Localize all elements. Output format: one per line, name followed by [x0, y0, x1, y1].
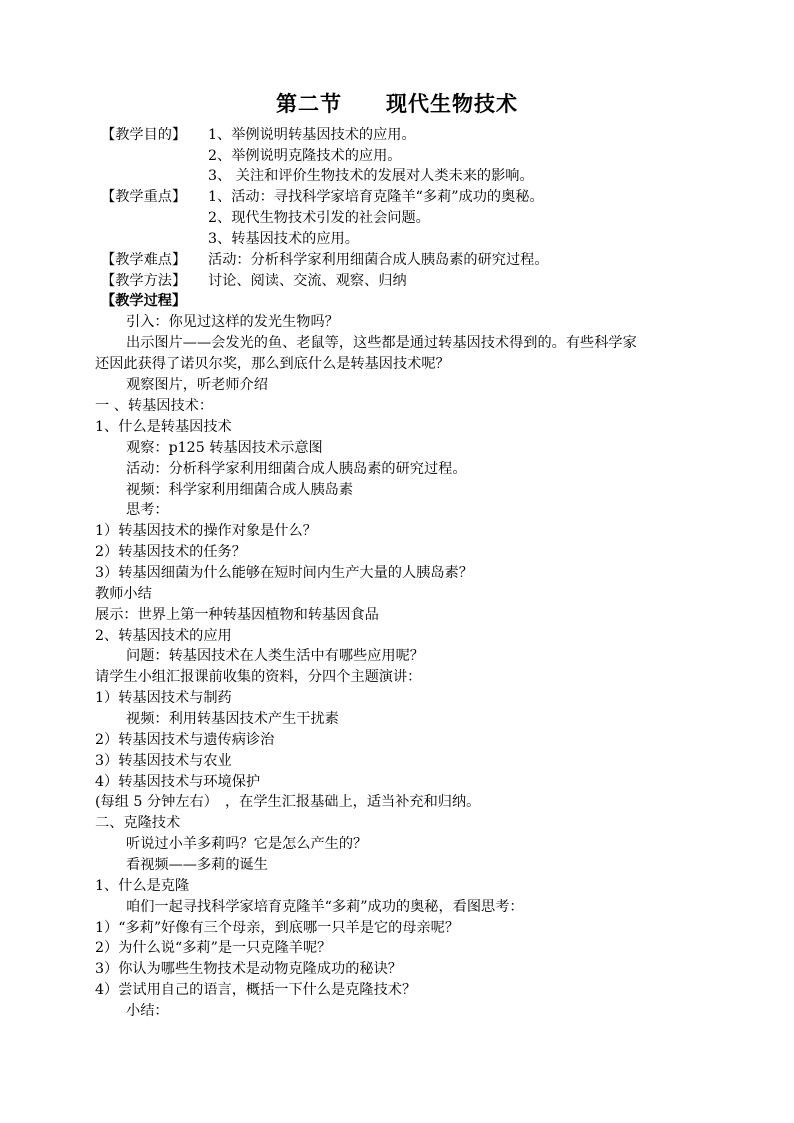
goal-item: 1、举例说明转基因技术的应用。 — [208, 127, 416, 143]
body-line: 教师小结 — [95, 586, 152, 602]
question-item: 3）转基因细菌为什么能够在短时间内生产大量的人胰岛素？ — [95, 565, 473, 581]
subsection-heading: 1、什么是克隆 — [95, 878, 190, 894]
topic-item: 1）转基因技术与制药 — [95, 690, 232, 706]
subsection-heading: 2、转基因技术的应用 — [95, 628, 232, 644]
body-line: 活动：分析科学家利用细菌合成人胰岛素的研究过程。 — [126, 461, 467, 477]
subsection-heading: 1、什么是转基因技术 — [95, 419, 232, 435]
body-line: 引入：你见过这样的发光生物吗？ — [126, 314, 339, 330]
body-line: 请学生小组汇报课前收集的资料，分四个主题演讲： — [95, 669, 422, 685]
body-line: 看视频——多莉的诞生 — [126, 857, 268, 873]
body-line: 视频：科学家利用细菌合成人胰岛素 — [126, 482, 354, 498]
question-item: 3）你认为哪些生物技术是动物克隆成功的秘诀？ — [95, 961, 402, 977]
topic-item: 4）转基因技术与环境保护 — [95, 774, 261, 790]
method-text: 讨论、阅读、交流、观察、归纳 — [208, 273, 407, 289]
body-line: 展示：世界上第一种转基因植物和转基因食品 — [95, 607, 379, 623]
difficulty-text: 活动：分析科学家利用细菌合成人胰岛素的研究过程。 — [208, 252, 549, 268]
section-heading: 二、克隆技术 — [95, 815, 181, 831]
question-item: 4）尝试用自己的语言，概括一下什么是克隆技术？ — [95, 982, 417, 998]
question-item: 1）转基因技术的操作对象是什么？ — [95, 523, 317, 539]
body-line: 观察：p125 转基因技术示意图 — [126, 440, 323, 456]
body-line: 小结： — [126, 1003, 169, 1019]
body-line: 观察图片，听老师介绍 — [126, 377, 268, 393]
body-line: 问题：转基因技术在人类生活中有哪些应用呢？ — [126, 648, 424, 664]
body-line: (每组 5 分钟左右） ，在学生汇报基础上，适当补充和归纳。 — [95, 794, 481, 810]
goal-item: 2、举例说明克隆技术的应用。 — [208, 148, 402, 164]
goal-label: 【教学目的】 — [101, 127, 187, 143]
key-item: 3、转基因技术的应用。 — [208, 231, 359, 247]
method-label: 【教学方法】 — [101, 273, 187, 289]
key-item: 2、现代生物技术引发的社会问题。 — [208, 210, 430, 226]
key-label: 【教学重点】 — [101, 189, 187, 205]
section-heading: 一 、转基因技术： — [95, 398, 214, 414]
body-line: 听说过小羊多莉吗？它是怎么产生的？ — [126, 836, 368, 852]
question-item: 2）为什么说“多莉”是一只克隆羊呢？ — [95, 940, 332, 956]
body-line: 出示图片——会发光的鱼、老鼠等，这些都是通过转基因技术得到的。有些科学家 — [126, 335, 637, 351]
body-line: 还因此获得了诺贝尔奖，那么到底什么是转基因技术呢？ — [95, 356, 450, 372]
page-title: 第二节 现代生物技术 — [276, 91, 518, 116]
process-label: 【教学过程】 — [101, 293, 187, 309]
question-item: 1）“多莉”好像有三个母亲，到底哪一只羊是它的母亲呢？ — [95, 920, 460, 936]
topic-item: 3）转基因技术与农业 — [95, 753, 232, 769]
goal-item: 3、 关注和评价生物技术的发展对人类未来的影响。 — [208, 168, 534, 184]
body-line: 咱们一起寻找科学家培育克隆羊“多莉”成功的奥秘，看图思考： — [126, 899, 524, 915]
body-line: 思考： — [126, 502, 169, 518]
question-item: 2）转基因技术的任务？ — [95, 544, 246, 560]
key-item: 1、活动：寻找科学家培育克隆羊“多莉”成功的奥秘。 — [208, 189, 544, 205]
topic-item: 2）转基因技术与遗传病诊治 — [95, 732, 275, 748]
body-line: 视频：利用转基因技术产生干扰素 — [126, 711, 339, 727]
difficulty-label: 【教学难点】 — [101, 252, 187, 268]
